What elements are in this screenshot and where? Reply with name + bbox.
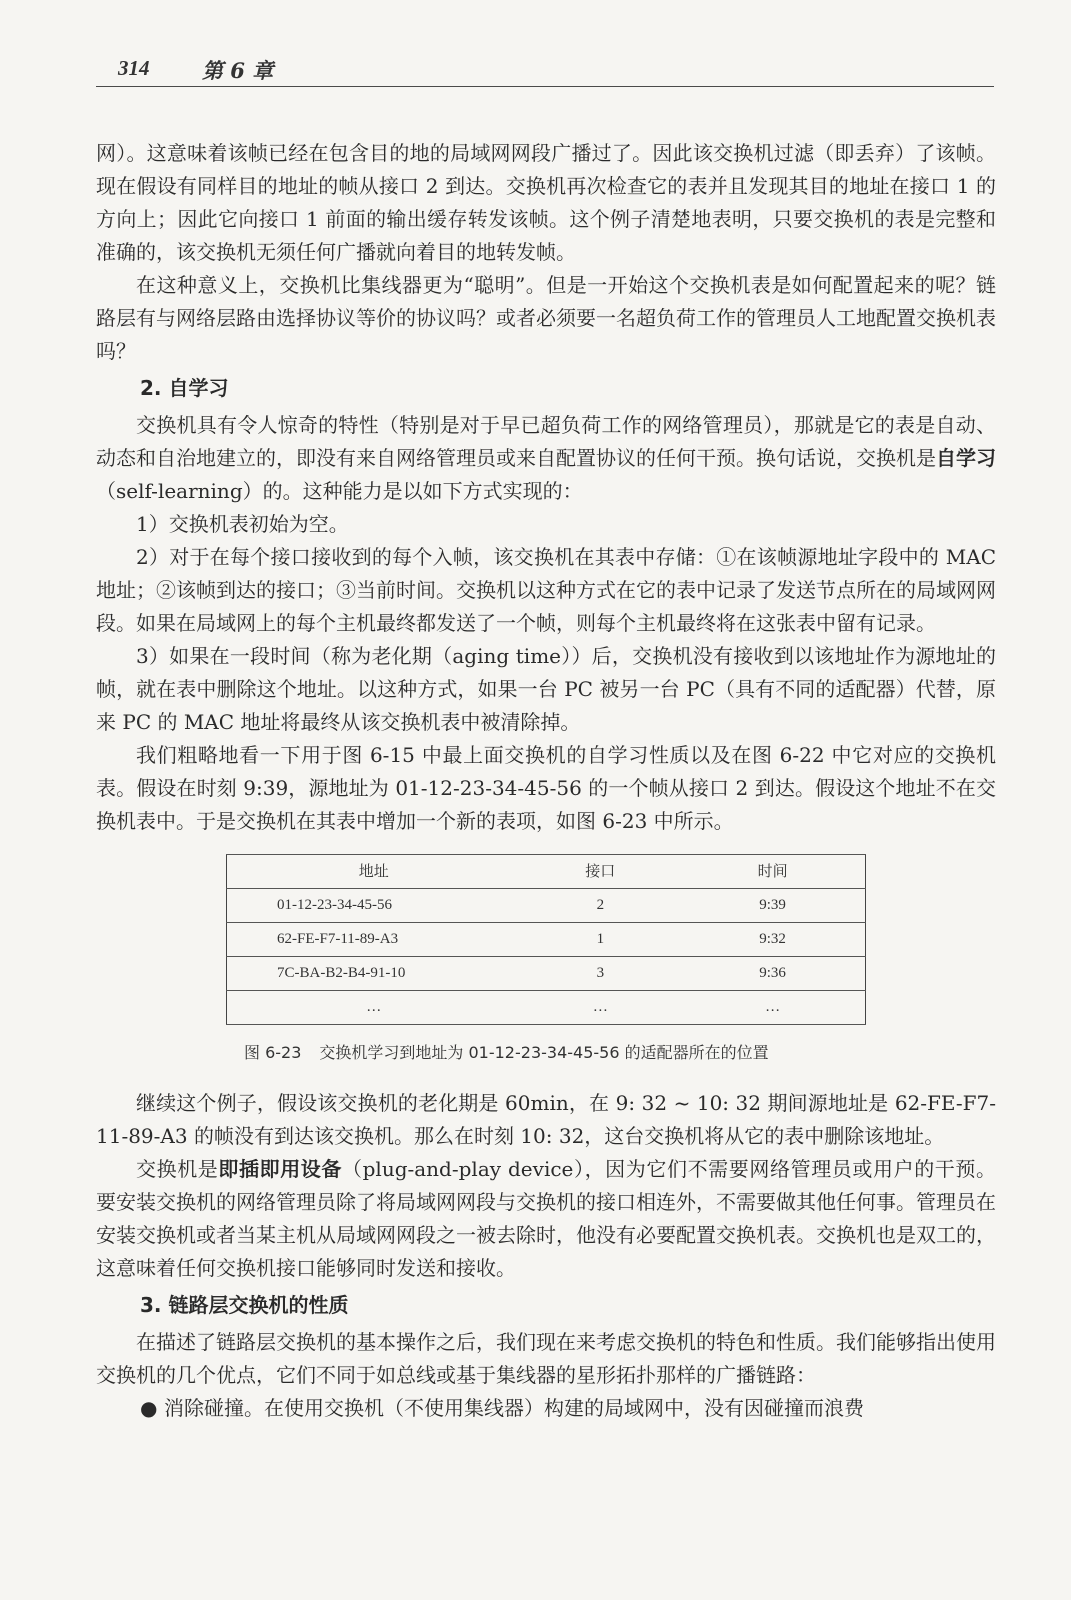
- list-item-2: 2）对于在每个接口接收到的每个入帧，该交换机在其表中存储：①在该帧源地址字段中的 MAC 地址；②该帧到达的接口；③当前时间。交换机以这种方式在它的表中记录了发送节点所在的局域网网段。如果在局域网上的每个主机最终都发送了一个帧，则每个主机最终将在这张表中留有记录。: [96, 545, 996, 635]
- cell-interface: …: [520, 991, 680, 1025]
- term-self-learning: 自学习: [936, 446, 996, 470]
- page-header: [96, 52, 994, 87]
- figure-caption: [96, 1041, 996, 1065]
- paragraph-3: [96, 409, 996, 508]
- cell-address: 62-FE-F7-11-89-A3: [227, 923, 521, 957]
- figure-number: 图 6-23: [244, 1043, 302, 1062]
- table-row: [227, 957, 866, 991]
- section-heading-switch-properties: 3. 链路层交换机的性质: [140, 1293, 349, 1317]
- figure-caption-text: 交换机学习到地址为 01-12-23-34-45-56 的适配器所在的位置: [319, 1043, 769, 1062]
- bullet-dot-icon: ●: [140, 1396, 158, 1420]
- cell-time: 9:32: [680, 923, 865, 957]
- bullet-item-1: [96, 1392, 996, 1425]
- paragraph-4: 我们粗略地看一下用于图 6-15 中最上面交换机的自学习性质以及在图 6-22 中它对应的交换机表。假设在时刻 9:39，源地址为 01-12-23-34-45-56 的一个帧从接口 2 到达。假设这个地址不在交换机表中。于是交换机在其表中增加一个新的表项，如图 6-23 中所示。: [96, 743, 996, 833]
- cell-time: 9:36: [680, 957, 865, 991]
- switch-table: [226, 854, 866, 1025]
- paragraph-6: [96, 1153, 996, 1285]
- term-plug-and-play: 即插即用设备: [218, 1157, 343, 1181]
- chapter-label: 第 6 章: [202, 58, 274, 83]
- table-row: [227, 889, 866, 923]
- paragraph-3-text-a: 交换机具有令人惊奇的特性（特别是对于早已超负荷工作的网络管理员），那就是它的表是自动、动态和自治地建立的，即没有来自网络管理员或来自配置协议的任何干预。换句话说，交换机是: [96, 413, 996, 470]
- cell-address: …: [227, 991, 521, 1025]
- column-header-time: 时间: [680, 855, 865, 889]
- cell-interface: 1: [520, 923, 680, 957]
- paragraph-2: 在这种意义上，交换机比集线器更为“聪明”。但是一开始这个交换机表是如何配置起来的呢？链路层有与网络层路由选择协议等价的协议吗？或者必须要一名超负荷工作的管理员人工地配置交换机表吗？: [96, 273, 996, 363]
- paragraph-3-text-b: （self-learning）的。这种能力是以如下方式实现的：: [96, 479, 583, 503]
- table-row: [227, 923, 866, 957]
- cell-time: 9:39: [680, 889, 865, 923]
- paragraph-1: 网）。这意味着该帧已经在包含目的地的局域网网段广播过了。因此该交换机过滤（即丢弃）了该帧。现在假设有同样目的地址的帧从接口 2 到达。交换机再次检查它的表并且发现其目的地址在接口 1 的方向上；因此它向接口 1 前面的输出缓存转发该帧。这个例子清楚地表明，只要交换机的表是完整和准确的，该交换机无须任何广播就向着目的地转发帧。: [96, 141, 996, 264]
- page-number: 314: [118, 56, 150, 80]
- paragraph-7: 在描述了链路层交换机的基本操作之后，我们现在来考虑交换机的特色和性质。我们能够指出使用交换机的几个优点，它们不同于如总线或基于集线器的星形拓扑那样的广播链路：: [96, 1330, 996, 1387]
- cell-address: 7C-BA-B2-B4-91-10: [227, 957, 521, 991]
- column-header-address: 地址: [227, 855, 521, 889]
- column-header-interface: 接口: [520, 855, 680, 889]
- cell-time: …: [680, 991, 865, 1025]
- paragraph-6-text-b: （plug-and-play device），因为它们不需要网络管理员或用户的干预。要安装交换机的网络管理员除了将局域网网段与交换机的接口相连外，不需要做其他任何事。管理员在安装交换机或者当某主机从局域网网段之一被去除时，他没有必要配置交换机表。交换机也是双工的，这意味着任何交换机接口能够同时发送和接收。: [96, 1157, 997, 1280]
- bullet-item-1-text: 消除碰撞。在使用交换机（不使用集线器）构建的局域网中，没有因碰撞而浪费: [164, 1396, 864, 1420]
- section-heading-self-learning: 2. 自学习: [140, 376, 229, 400]
- cell-interface: 3: [520, 957, 680, 991]
- page-body: [96, 137, 996, 1425]
- paragraph-5: 继续这个例子，假设该交换机的老化期是 60min，在 9: 32 ~ 10: 32 期间源地址是 62-FE-F7-11-89-A3 的帧没有到达该交换机。那么在时刻 10: 32，这台交换机将从它的表中删除该地址。: [96, 1091, 996, 1148]
- cell-address: 01-12-23-34-45-56: [227, 889, 521, 923]
- list-item-1: 1）交换机表初始为空。: [136, 512, 349, 536]
- paragraph-6-text-a: 交换机是: [136, 1157, 219, 1181]
- cell-interface: 2: [520, 889, 680, 923]
- table-header-row: [227, 855, 866, 889]
- table-row: [227, 991, 866, 1025]
- list-item-3: 3）如果在一段时间（称为老化期（aging time））后，交换机没有接收到以该地址作为源地址的帧，就在表中删除这个地址。以这种方式，如果一台 PC 被另一台 PC（具有不同的适配器）代替，原来 PC 的 MAC 地址将最终从该交换机表中被清除掉。: [96, 644, 996, 734]
- figure-6-23: [96, 854, 996, 1025]
